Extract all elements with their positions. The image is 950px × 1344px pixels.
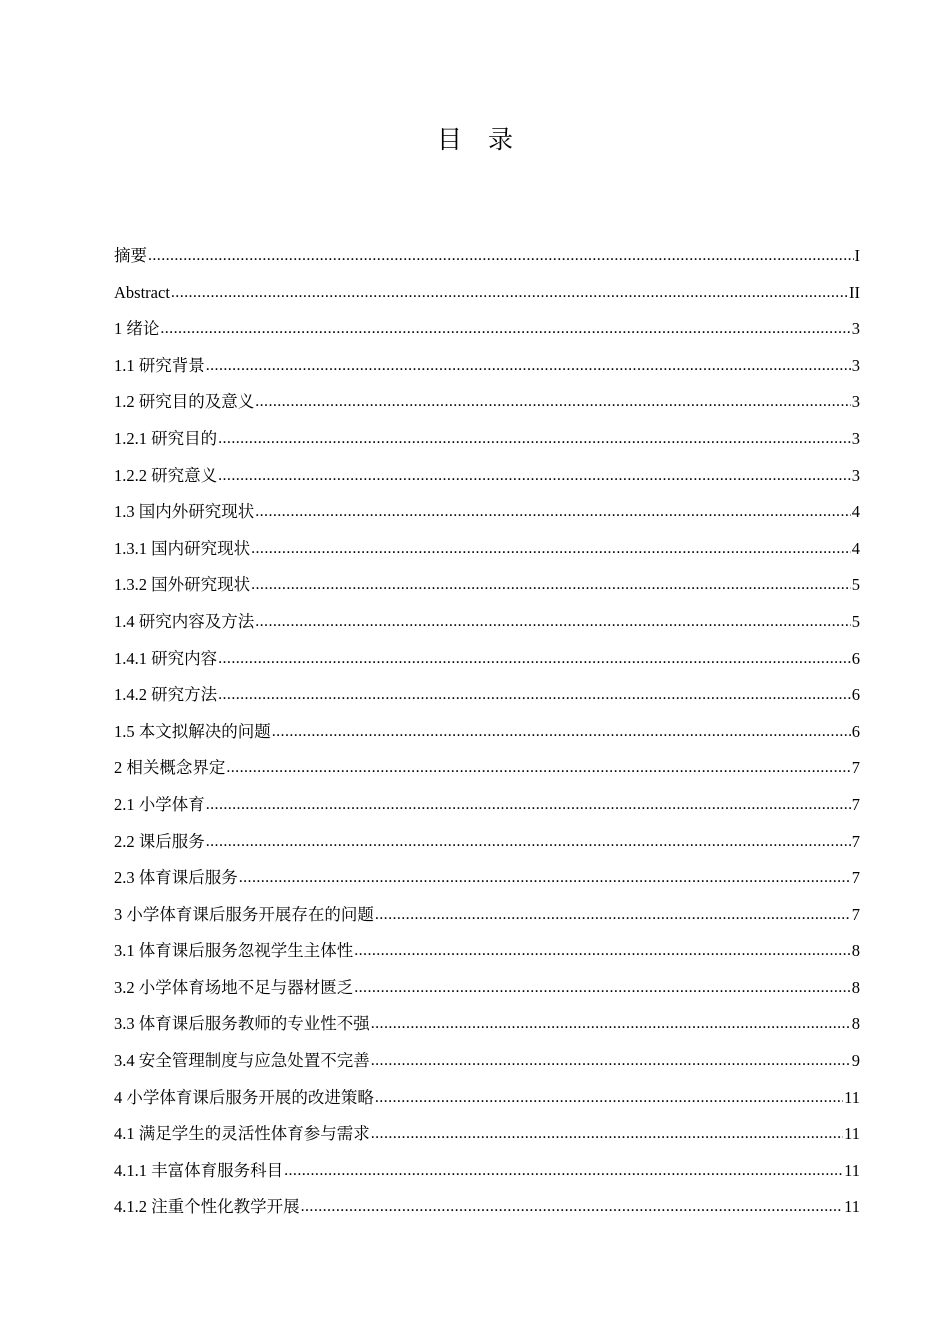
toc-entry[interactable]	[114, 1116, 860, 1153]
toc-entry[interactable]	[114, 421, 860, 458]
toc-entry-page: 5	[851, 611, 860, 631]
toc-entry-label: 3.2 小学体育场地不足与器材匮乏	[114, 977, 354, 997]
toc-entry-page: I	[854, 246, 860, 265]
toc-entry[interactable]	[114, 275, 860, 312]
toc-entry-label: 1.5 本文拟解决的问题	[114, 721, 271, 741]
page-title	[0, 122, 950, 158]
dot-leader	[255, 384, 851, 421]
dot-leader	[371, 1006, 851, 1043]
toc-entry-page: 11	[844, 1087, 860, 1107]
toc-entry-page: 11	[844, 1124, 860, 1144]
dot-leader	[160, 311, 850, 348]
dot-leader	[171, 275, 848, 312]
toc-entry-label: 1.4.2 研究方法	[114, 685, 218, 705]
toc-entry[interactable]	[114, 531, 860, 568]
toc-entry-label: 2.2 课后服务	[114, 831, 205, 851]
table-of-contents	[114, 238, 860, 1226]
toc-entry-page: 7	[851, 794, 860, 814]
dot-leader	[148, 238, 854, 275]
toc-entry-label: 2.1 小学体育	[114, 794, 205, 814]
title-char-2: 录	[488, 125, 514, 154]
toc-entry[interactable]	[114, 860, 860, 897]
toc-entry-page: 9	[851, 1051, 860, 1071]
toc-entry[interactable]	[114, 824, 860, 861]
dot-leader	[218, 458, 851, 495]
dot-leader	[251, 567, 851, 604]
toc-entry-label: 3.1 体育课后服务忽视学生主体性	[114, 941, 354, 961]
dot-leader	[375, 897, 851, 934]
toc-entry-label: 3 小学体育课后服务开展存在的问题	[114, 904, 374, 924]
toc-entry-page: 4	[851, 502, 860, 522]
dot-leader	[272, 714, 851, 751]
toc-entry-label: 4.1.1 丰富体育服务科目	[114, 1160, 284, 1180]
toc-entry[interactable]	[114, 641, 860, 678]
toc-entry-page: 3	[851, 355, 860, 375]
dot-leader	[226, 750, 850, 787]
dot-leader	[239, 860, 851, 897]
toc-entry-label: 3.3 体育课后服务教师的专业性不强	[114, 1014, 370, 1034]
toc-entry-page: 3	[851, 428, 860, 448]
toc-entry[interactable]	[114, 970, 860, 1007]
toc-entry[interactable]	[114, 787, 860, 824]
toc-entry[interactable]	[114, 567, 860, 604]
toc-entry-label: 1.3.1 国内研究现状	[114, 538, 251, 558]
dot-leader	[206, 824, 851, 861]
toc-entry-page: 7	[851, 904, 860, 924]
toc-entry[interactable]	[114, 677, 860, 714]
toc-entry[interactable]	[114, 494, 860, 531]
toc-entry-page: 5	[851, 575, 860, 595]
toc-entry[interactable]	[114, 714, 860, 751]
toc-entry[interactable]	[114, 384, 860, 421]
toc-entry-label: 1.1 研究背景	[114, 355, 205, 375]
toc-entry-label: 1.2.2 研究意义	[114, 465, 218, 485]
dot-leader	[284, 1153, 843, 1190]
toc-entry[interactable]	[114, 933, 860, 970]
dot-leader	[354, 970, 851, 1007]
toc-entry-label: 1 绪论	[114, 319, 160, 339]
toc-entry-label: 1.3.2 国外研究现状	[114, 575, 251, 595]
toc-entry-page: 6	[851, 648, 860, 668]
toc-entry[interactable]	[114, 750, 860, 787]
toc-entry-label: Abstract	[114, 282, 170, 302]
toc-entry[interactable]	[114, 311, 860, 348]
toc-entry-page: 4	[851, 538, 860, 558]
dot-leader	[218, 421, 851, 458]
toc-entry-label: 4.1 满足学生的灵活性体育参与需求	[114, 1124, 370, 1144]
toc-entry[interactable]	[114, 1006, 860, 1043]
toc-entry-page: 8	[851, 1014, 860, 1034]
toc-entry-label: 1.4 研究内容及方法	[114, 611, 255, 631]
toc-entry[interactable]	[114, 604, 860, 641]
toc-entry[interactable]	[114, 1080, 860, 1117]
toc-entry-label: 1.3 国内外研究现状	[114, 502, 255, 522]
toc-entry-page: 3	[851, 392, 860, 412]
toc-entry-label: 1.2 研究目的及意义	[114, 392, 255, 412]
toc-entry-page: 3	[851, 319, 860, 339]
toc-entry-page: 6	[851, 721, 860, 741]
toc-entry-page: 11	[844, 1197, 860, 1217]
toc-entry-label: 4.1.2 注重个性化教学开展	[114, 1197, 300, 1217]
title-char-1: 目	[436, 125, 462, 154]
toc-entry-page: 8	[851, 977, 860, 997]
toc-entry-label: 2.3 体育课后服务	[114, 868, 238, 888]
toc-entry[interactable]	[114, 1043, 860, 1080]
toc-entry-page: 8	[851, 941, 860, 961]
toc-entry-page: II	[849, 282, 860, 302]
toc-entry-label: 摘要	[114, 246, 147, 265]
dot-leader	[371, 1116, 843, 1153]
toc-entry-page: 7	[851, 868, 860, 888]
dot-leader	[251, 531, 851, 568]
dot-leader	[206, 787, 851, 824]
dot-leader	[218, 677, 851, 714]
toc-entry[interactable]	[114, 458, 860, 495]
dot-leader	[371, 1043, 851, 1080]
toc-entry-label: 2 相关概念界定	[114, 758, 226, 778]
toc-entry-page: 7	[851, 758, 860, 778]
toc-entry-page: 11	[844, 1160, 860, 1180]
toc-entry-label: 1.4.1 研究内容	[114, 648, 218, 668]
toc-entry-page: 6	[851, 685, 860, 705]
dot-leader	[255, 494, 851, 531]
toc-entry[interactable]	[114, 1153, 860, 1190]
toc-entry-page: 3	[851, 465, 860, 485]
dot-leader	[206, 348, 851, 385]
toc-entry-page: 7	[851, 831, 860, 851]
toc-entry[interactable]	[114, 1189, 860, 1226]
dot-leader	[218, 641, 851, 678]
toc-entry-label: 1.2.1 研究目的	[114, 428, 218, 448]
toc-entry[interactable]	[114, 238, 860, 275]
toc-entry[interactable]	[114, 897, 860, 934]
dot-leader	[375, 1080, 843, 1117]
dot-leader	[354, 933, 851, 970]
toc-entry-label: 4 小学体育课后服务开展的改进策略	[114, 1087, 374, 1107]
dot-leader	[255, 604, 851, 641]
toc-entry-label: 3.4 安全管理制度与应急处置不完善	[114, 1051, 370, 1071]
dot-leader	[301, 1189, 843, 1226]
toc-entry[interactable]	[114, 348, 860, 385]
